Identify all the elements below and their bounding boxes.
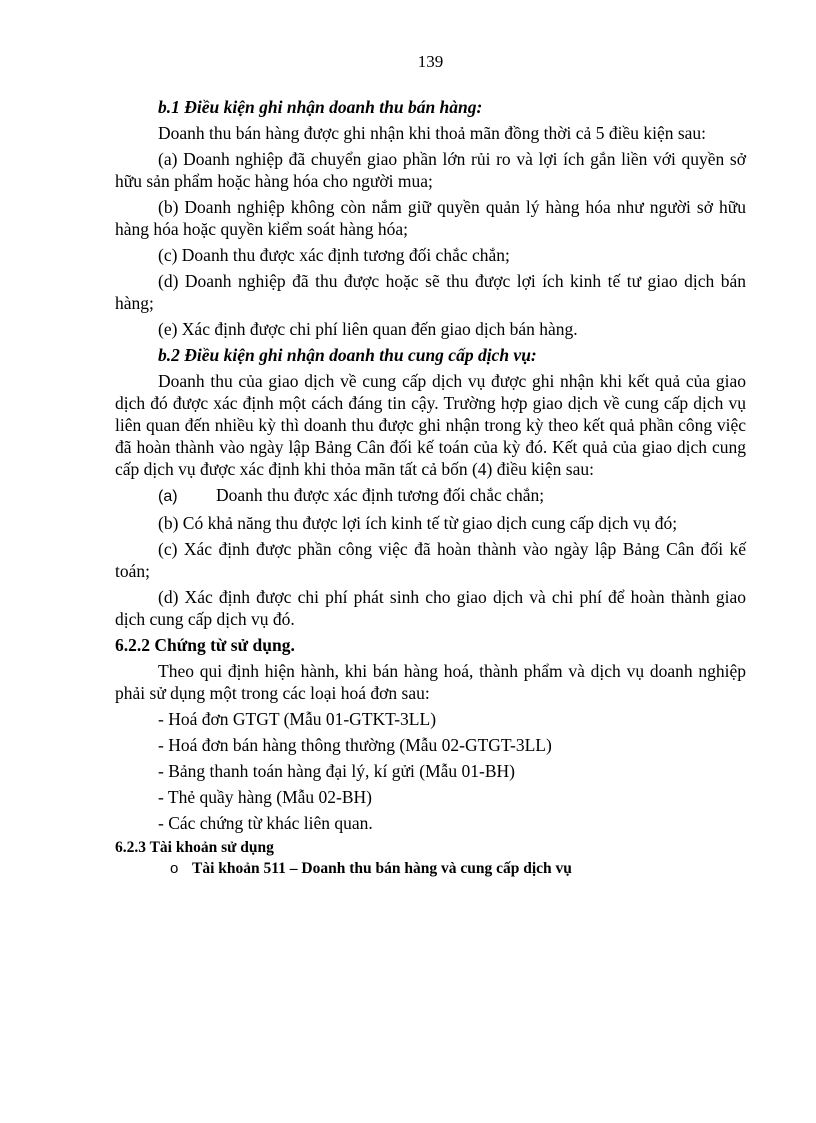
circle-bullet-icon: o (170, 860, 179, 877)
document-page (115, 52, 746, 878)
b1-condition-d: (d) Doanh nghiệp đã thu được hoặc sẽ thu được lợi ích kinh tế tư giao dịch bán hàng; (115, 271, 746, 313)
section-622-intro: Theo qui định hiện hành, khi bán hàng hoá, thành phẩm và dịch vụ doanh nghiệp phải sử dụng một trong các loại hoá đơn sau: (115, 661, 746, 703)
account-511-label: Tài khoản 511 – Doanh thu bán hàng và cung cấp dịch vụ (192, 860, 572, 877)
b2-condition-c: (c) Xác định được phần công việc đã hoàn thành vào ngày lập Bảng Cân đối kế toán; (115, 539, 746, 581)
account-511-item (115, 859, 746, 878)
b2-condition-a-text: Doanh thu được xác định tương đối chắc chắn; (216, 485, 545, 505)
section-622-heading: 6.2.2 Chứng từ sử dụng. (115, 635, 295, 655)
page-number: 139 (417, 52, 444, 71)
invoice-item: - Hoá đơn GTGT (Mẫu 01-GTKT-3LL) (158, 709, 437, 729)
invoice-item: - Hoá đơn bán hàng thông thường (Mẫu 02-GTGT-3LL) (158, 735, 552, 755)
b1-condition-e: (e) Xác định được chi phí liên quan đến giao dịch bán hàng. (158, 319, 578, 339)
invoice-item: - Các chứng từ khác liên quan. (158, 813, 373, 833)
b1-condition-c: (c) Doanh thu được xác định tương đối chắc chắn; (158, 245, 510, 265)
b2-condition-b: (b) Có khả năng thu được lợi ích kinh tế từ giao dịch cung cấp dịch vụ đó; (158, 513, 678, 533)
b2-heading: b.2 Điều kiện ghi nhận doanh thu cung cấp dịch vụ: (158, 345, 537, 365)
b1-heading: b.1 Điều kiện ghi nhận doanh thu bán hàng: (158, 97, 483, 117)
b1-intro: Doanh thu bán hàng được ghi nhận khi thoả mãn đồng thời cả 5 điều kiện sau: (158, 123, 707, 143)
invoice-item: - Bảng thanh toán hàng đại lý, kí gửi (Mẫu 01-BH) (158, 761, 515, 781)
b2-intro: Doanh thu của giao dịch về cung cấp dịch vụ được ghi nhận khi kết quả của giao dịch đó được xác định một cách đáng tin cậy. Trường hợp giao dịch về cung cấp dịch vụ liên quan đến nhiều kỳ thì doanh thu được ghi nhận trong kỳ theo kết quả phần công việc đã hoàn thành vào ngày lập Bảng Cân đối kế toán của kỳ đó. Kết quả của giao dịch cung cấp dịch vụ được xác định khi thỏa mãn tất cả bốn (4) điều kiện sau: (115, 371, 746, 479)
b2-condition-a (115, 484, 746, 508)
invoice-item: - Thẻ quầy hàng (Mẫu 02-BH) (158, 787, 372, 807)
section-623-heading: 6.2.3 Tài khoản sử dụng (115, 839, 274, 856)
b1-condition-a: (a) Doanh nghiệp đã chuyển giao phần lớn rủi ro và lợi ích gắn liền với quyền sở hữu sản phẩm hoặc hàng hóa cho người mua; (115, 149, 746, 191)
b2-condition-a-label: (a) (158, 488, 178, 505)
b1-condition-b: (b) Doanh nghiệp không còn nắm giữ quyền quản lý hàng hóa như người sở hữu hàng hóa hoặc quyền kiểm soát hàng hóa; (115, 197, 746, 239)
b2-condition-d: (d) Xác định được chi phí phát sinh cho giao dịch và chi phí để hoàn thành giao dịch cung cấp dịch vụ đó. (115, 587, 746, 629)
